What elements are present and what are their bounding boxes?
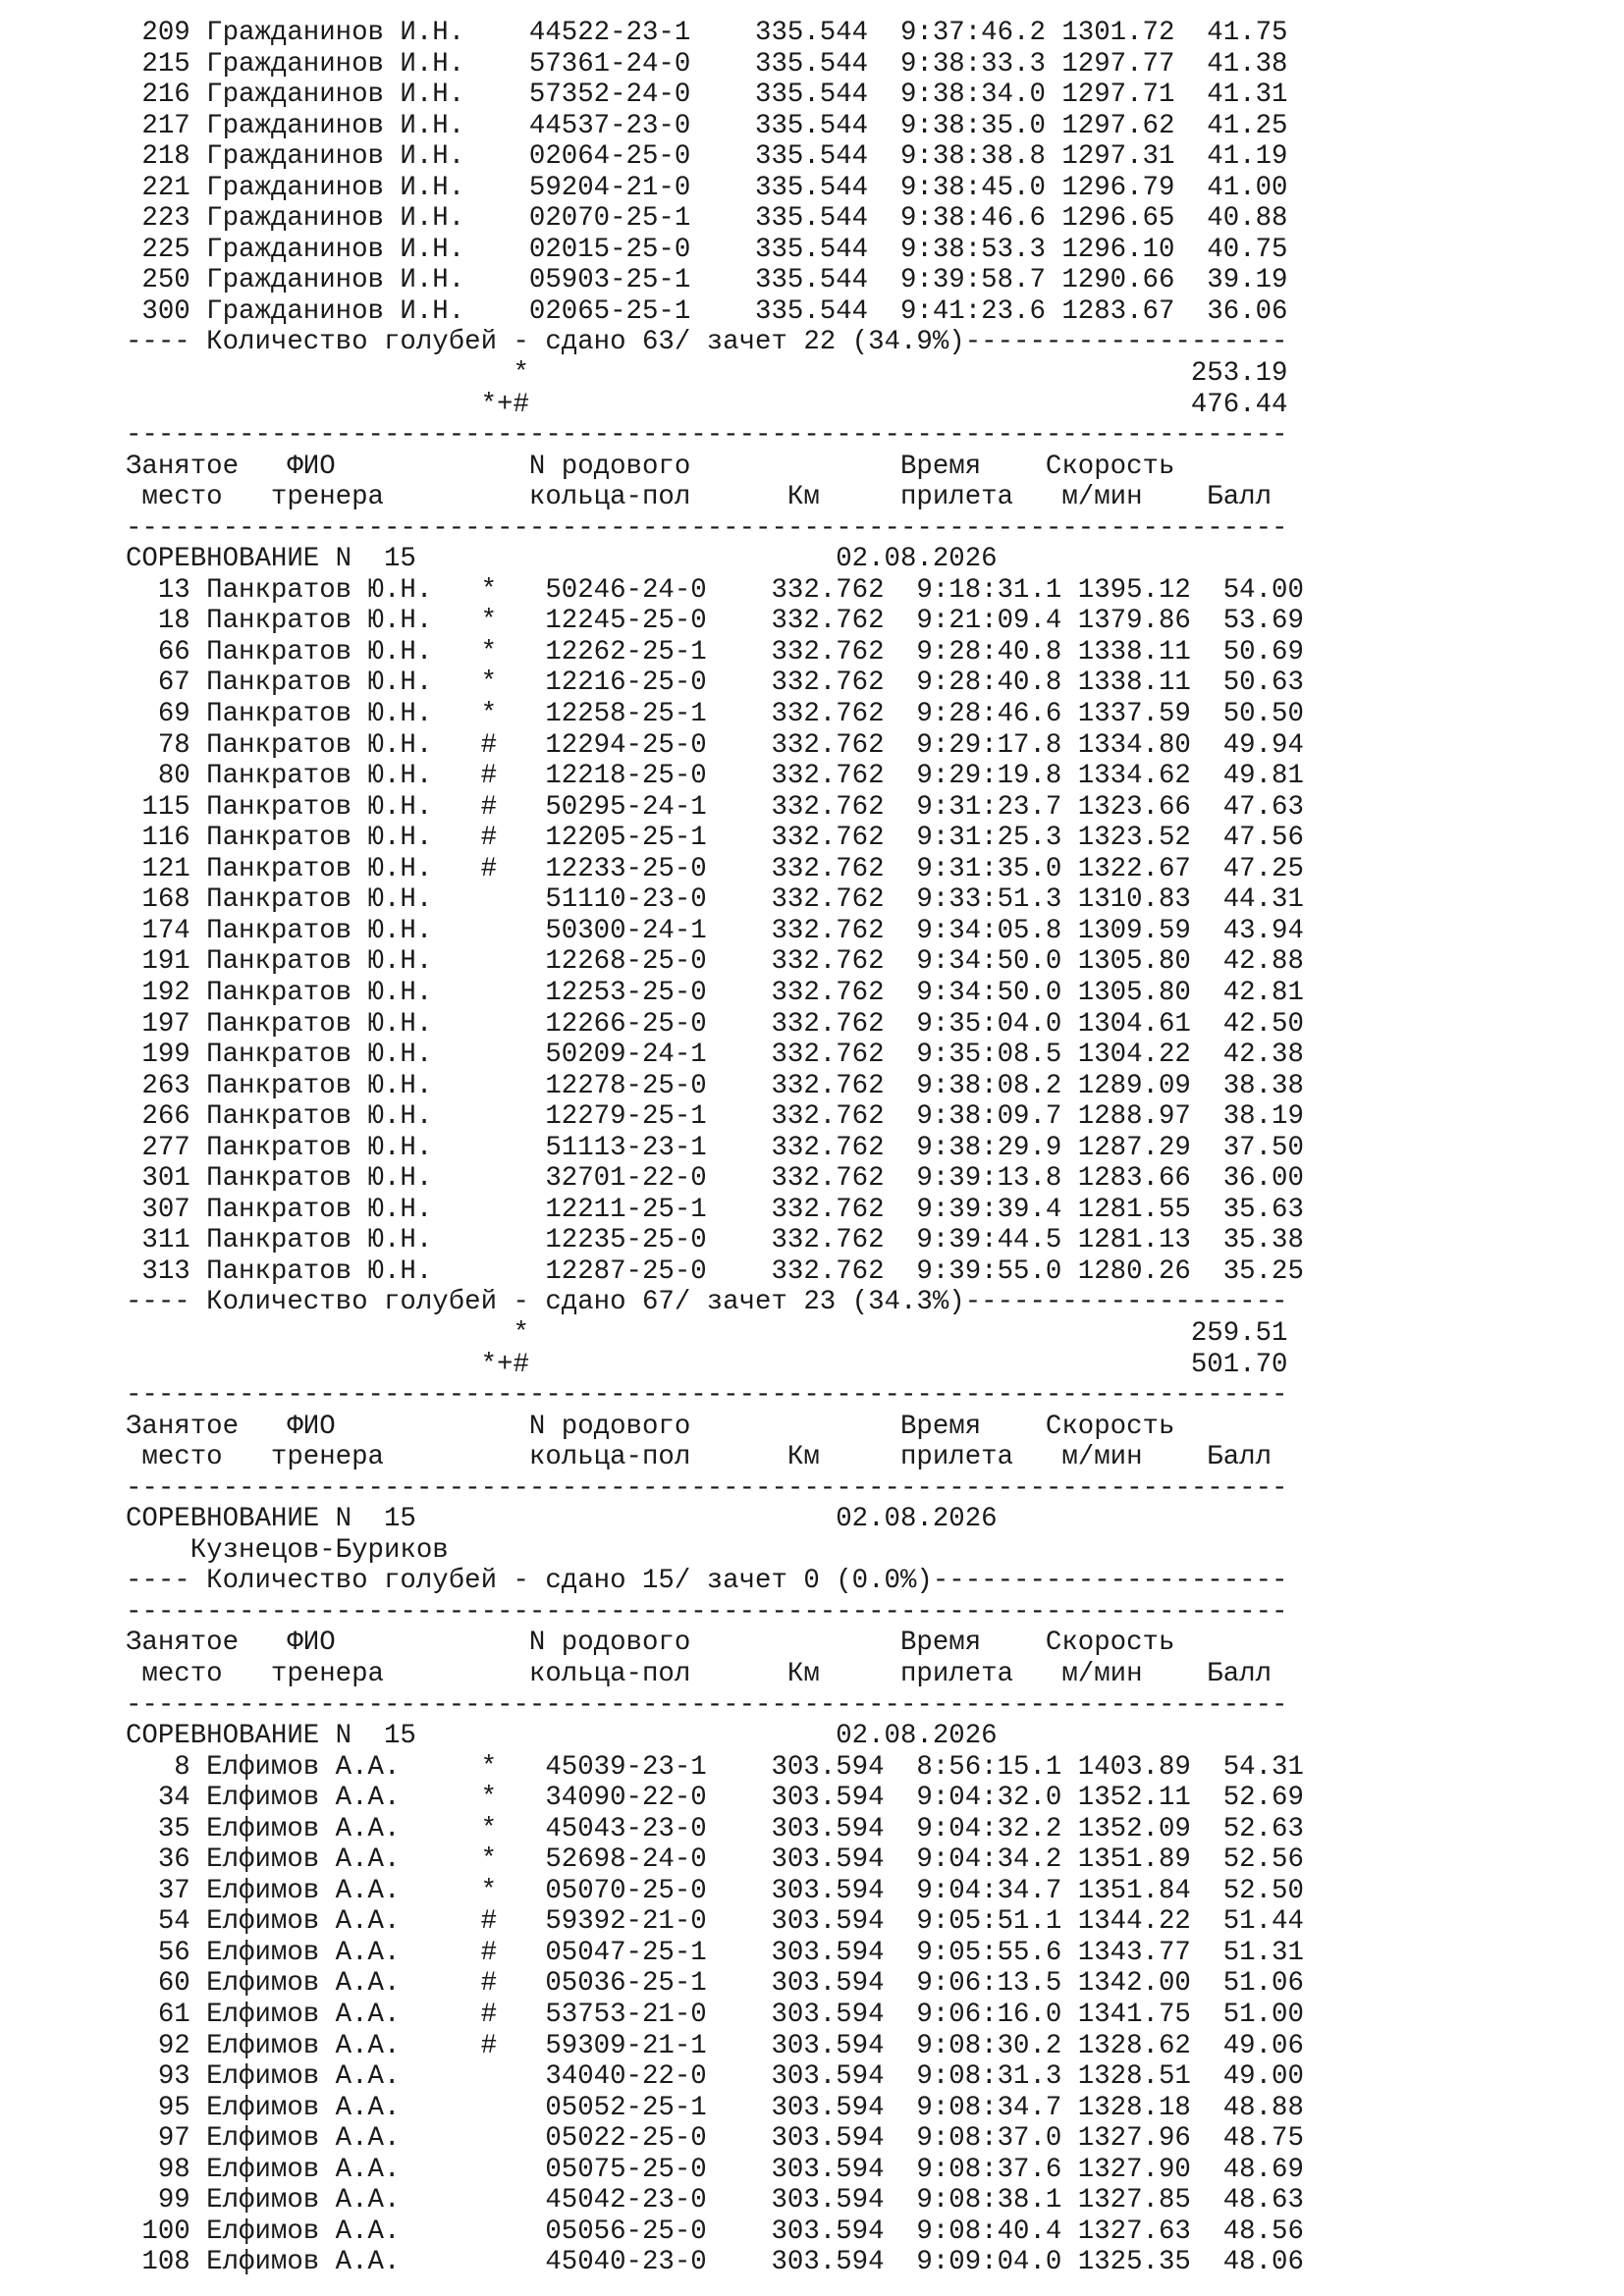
result-row: 99 Елфимов А.А. 45042-23-0 303.594 9:08:38.1 1327.85 48.63 bbox=[126, 2185, 1304, 2216]
column-header: место тренера кольца-пол Км прилета м/мин Балл bbox=[126, 1442, 1272, 1473]
result-row: 115 Панкратов Ю.Н. # 50295-24-1 332.762 9:31:23.7 1323.66 47.63 bbox=[126, 791, 1304, 823]
result-row: 95 Елфимов А.А. 05052-25-1 303.594 9:08:34.7 1328.18 48.88 bbox=[126, 2092, 1304, 2123]
column-header: Занятое ФИО N родового Время Скорость bbox=[126, 451, 1175, 482]
result-row: 13 Панкратов Ю.Н. * 50246-24-0 332.762 9:18:31.1 1395.12 54.00 bbox=[126, 574, 1304, 606]
competition-header: СОРЕВНОВАНИЕ N 15 02.08.2026 bbox=[126, 1721, 998, 1752]
result-row: 168 Панкратов Ю.Н. 51110-23-0 332.762 9:33:51.3 1310.83 44.31 bbox=[126, 884, 1304, 916]
result-row: 191 Панкратов Ю.Н. 12268-25-0 332.762 9:34:50.0 1305.80 42.88 bbox=[126, 946, 1304, 978]
result-row: 307 Панкратов Ю.Н. 12211-25-1 332.762 9:39:39.4 1281.55 35.63 bbox=[126, 1194, 1304, 1225]
divider-line: ------------------------------------------------------------------------ bbox=[126, 1596, 1288, 1628]
result-row: 93 Елфимов А.А. 34040-22-0 303.594 9:08:31.3 1328.51 49.00 bbox=[126, 2061, 1304, 2093]
result-row: 97 Елфимов А.А. 05022-25-0 303.594 9:08:37.0 1327.96 48.75 bbox=[126, 2123, 1304, 2155]
result-row: 92 Елфимов А.А. # 59309-21-1 303.594 9:08:30.2 1328.62 49.06 bbox=[126, 2030, 1304, 2061]
result-row: 300 Гражданинов И.Н. 02065-25-1 335.544 9:41:23.6 1283.67 36.06 bbox=[126, 295, 1288, 327]
result-row: 36 Елфимов А.А. * 52698-24-0 303.594 9:04:34.2 1351.89 52.56 bbox=[126, 1844, 1304, 1876]
result-row: 223 Гражданинов И.Н. 02070-25-1 335.544 9:38:46.6 1296.65 40.88 bbox=[126, 203, 1288, 235]
results-report bbox=[126, 18, 1304, 2278]
team-name: Кузнецов-Буриков bbox=[126, 1534, 449, 1566]
points-total-line: * 253.19 bbox=[126, 358, 1288, 390]
result-row: 66 Панкратов Ю.Н. * 12262-25-1 332.762 9:28:40.8 1338.11 50.69 bbox=[126, 636, 1304, 667]
divider-line: ------------------------------------------------------------------------ bbox=[126, 1472, 1288, 1504]
result-row: 215 Гражданинов И.Н. 57361-24-0 335.544 9:38:33.3 1297.77 41.38 bbox=[126, 48, 1288, 80]
result-row: 69 Панкратов Ю.Н. * 12258-25-1 332.762 9:28:46.6 1337.59 50.50 bbox=[126, 699, 1304, 730]
result-row: 54 Елфимов А.А. # 59392-21-0 303.594 9:05:51.1 1344.22 51.44 bbox=[126, 1906, 1304, 1938]
result-row: 311 Панкратов Ю.Н. 12235-25-0 332.762 9:39:44.5 1281.13 35.38 bbox=[126, 1225, 1304, 1256]
summary-line: ---- Количество голубей - сдано 67/ зачет 23 (34.3%)-------------------- bbox=[126, 1287, 1288, 1318]
result-row: 121 Панкратов Ю.Н. # 12233-25-0 332.762 9:31:35.0 1322.67 47.25 bbox=[126, 853, 1304, 884]
result-row: 199 Панкратов Ю.Н. 50209-24-1 332.762 9:35:08.5 1304.22 42.38 bbox=[126, 1040, 1304, 1071]
result-row: 18 Панкратов Ю.Н. * 12245-25-0 332.762 9:21:09.4 1379.86 53.69 bbox=[126, 606, 1304, 637]
result-row: 174 Панкратов Ю.Н. 50300-24-1 332.762 9:34:05.8 1309.59 43.94 bbox=[126, 915, 1304, 946]
result-row: 116 Панкратов Ю.Н. # 12205-25-1 332.762 9:31:25.3 1323.52 47.56 bbox=[126, 823, 1304, 854]
column-header: место тренера кольца-пол Км прилета м/мин Балл bbox=[126, 1658, 1272, 1689]
result-row: 217 Гражданинов И.Н. 44537-23-0 335.544 9:38:35.0 1297.62 41.25 bbox=[126, 110, 1288, 141]
result-row: 277 Панкратов Ю.Н. 51113-23-1 332.762 9:38:29.9 1287.29 37.50 bbox=[126, 1132, 1304, 1163]
column-header: Занятое ФИО N родового Время Скорость bbox=[126, 1411, 1175, 1442]
result-row: 56 Елфимов А.А. # 05047-25-1 303.594 9:05:55.6 1343.77 51.31 bbox=[126, 1937, 1304, 1968]
result-row: 34 Елфимов А.А. * 34090-22-0 303.594 9:04:32.0 1352.11 52.69 bbox=[126, 1783, 1304, 1814]
result-row: 35 Елфимов А.А. * 45043-23-0 303.594 9:04:32.2 1352.09 52.63 bbox=[126, 1813, 1304, 1844]
result-row: 225 Гражданинов И.Н. 02015-25-0 335.544 9:38:53.3 1296.10 40.75 bbox=[126, 234, 1288, 265]
result-row: 67 Панкратов Ю.Н. * 12216-25-0 332.762 9:28:40.8 1338.11 50.63 bbox=[126, 667, 1304, 699]
result-row: 37 Елфимов А.А. * 05070-25-0 303.594 9:04:34.7 1351.84 52.50 bbox=[126, 1875, 1304, 1906]
column-header: Занятое ФИО N родового Время Скорость bbox=[126, 1628, 1175, 1659]
result-row: 218 Гражданинов И.Н. 02064-25-0 335.544 9:38:38.8 1297.31 41.19 bbox=[126, 141, 1288, 173]
divider-line: ------------------------------------------------------------------------ bbox=[126, 512, 1288, 544]
result-row: 197 Панкратов Ю.Н. 12266-25-0 332.762 9:35:04.0 1304.61 42.50 bbox=[126, 1008, 1304, 1040]
competition-header: СОРЕВНОВАНИЕ N 15 02.08.2026 bbox=[126, 544, 998, 575]
divider-line: ------------------------------------------------------------------------ bbox=[126, 1689, 1288, 1721]
competition-header: СОРЕВНОВАНИЕ N 15 02.08.2026 bbox=[126, 1504, 998, 1535]
points-total-line: *+# 501.70 bbox=[126, 1349, 1288, 1380]
result-row: 263 Панкратов Ю.Н. 12278-25-0 332.762 9:38:08.2 1289.09 38.38 bbox=[126, 1070, 1304, 1101]
result-row: 108 Елфимов А.А. 45040-23-0 303.594 9:09:04.0 1325.35 48.06 bbox=[126, 2247, 1304, 2278]
result-row: 313 Панкратов Ю.Н. 12287-25-0 332.762 9:39:55.0 1280.26 35.25 bbox=[126, 1255, 1304, 1287]
summary-line: ---- Количество голубей - сдано 63/ зачет 22 (34.9%)-------------------- bbox=[126, 327, 1288, 358]
column-header: место тренера кольца-пол Км прилета м/мин Балл bbox=[126, 482, 1272, 513]
result-row: 61 Елфимов А.А. # 53753-21-0 303.594 9:06:16.0 1341.75 51.00 bbox=[126, 2000, 1304, 2030]
divider-line: ------------------------------------------------------------------------ bbox=[126, 420, 1288, 452]
result-row: 221 Гражданинов И.Н. 59204-21-0 335.544 9:38:45.0 1296.79 41.00 bbox=[126, 172, 1288, 203]
result-row: 98 Елфимов А.А. 05075-25-0 303.594 9:08:37.6 1327.90 48.69 bbox=[126, 2154, 1304, 2185]
result-row: 8 Елфимов А.А. * 45039-23-1 303.594 8:56:15.1 1403.89 54.31 bbox=[126, 1751, 1304, 1783]
result-row: 60 Елфимов А.А. # 05036-25-1 303.594 9:06:13.5 1342.00 51.06 bbox=[126, 1968, 1304, 2000]
result-row: 209 Гражданинов И.Н. 44522-23-1 335.544 9:37:46.2 1301.72 41.75 bbox=[126, 18, 1288, 48]
divider-line: ------------------------------------------------------------------------ bbox=[126, 1380, 1288, 1412]
result-row: 250 Гражданинов И.Н. 05903-25-1 335.544 9:39:58.7 1290.66 39.19 bbox=[126, 265, 1288, 296]
result-row: 266 Панкратов Ю.Н. 12279-25-1 332.762 9:38:09.7 1288.97 38.19 bbox=[126, 1101, 1304, 1133]
result-row: 192 Панкратов Ю.Н. 12253-25-0 332.762 9:34:50.0 1305.80 42.81 bbox=[126, 977, 1304, 1008]
summary-line: ---- Количество голубей - сдано 15/ зачет 0 (0.0%)---------------------- bbox=[126, 1566, 1288, 1597]
points-total-line: * 259.51 bbox=[126, 1317, 1288, 1349]
result-row: 78 Панкратов Ю.Н. # 12294-25-0 332.762 9:29:17.8 1334.80 49.94 bbox=[126, 729, 1304, 761]
result-row: 301 Панкратов Ю.Н. 32701-22-0 332.762 9:39:13.8 1283.66 36.00 bbox=[126, 1163, 1304, 1195]
points-total-line: *+# 476.44 bbox=[126, 389, 1288, 420]
result-row: 100 Елфимов А.А. 05056-25-0 303.594 9:08:40.4 1327.63 48.56 bbox=[126, 2216, 1304, 2247]
result-row: 80 Панкратов Ю.Н. # 12218-25-0 332.762 9:29:19.8 1334.62 49.81 bbox=[126, 761, 1304, 792]
result-row: 216 Гражданинов И.Н. 57352-24-0 335.544 9:38:34.0 1297.71 41.31 bbox=[126, 80, 1288, 111]
